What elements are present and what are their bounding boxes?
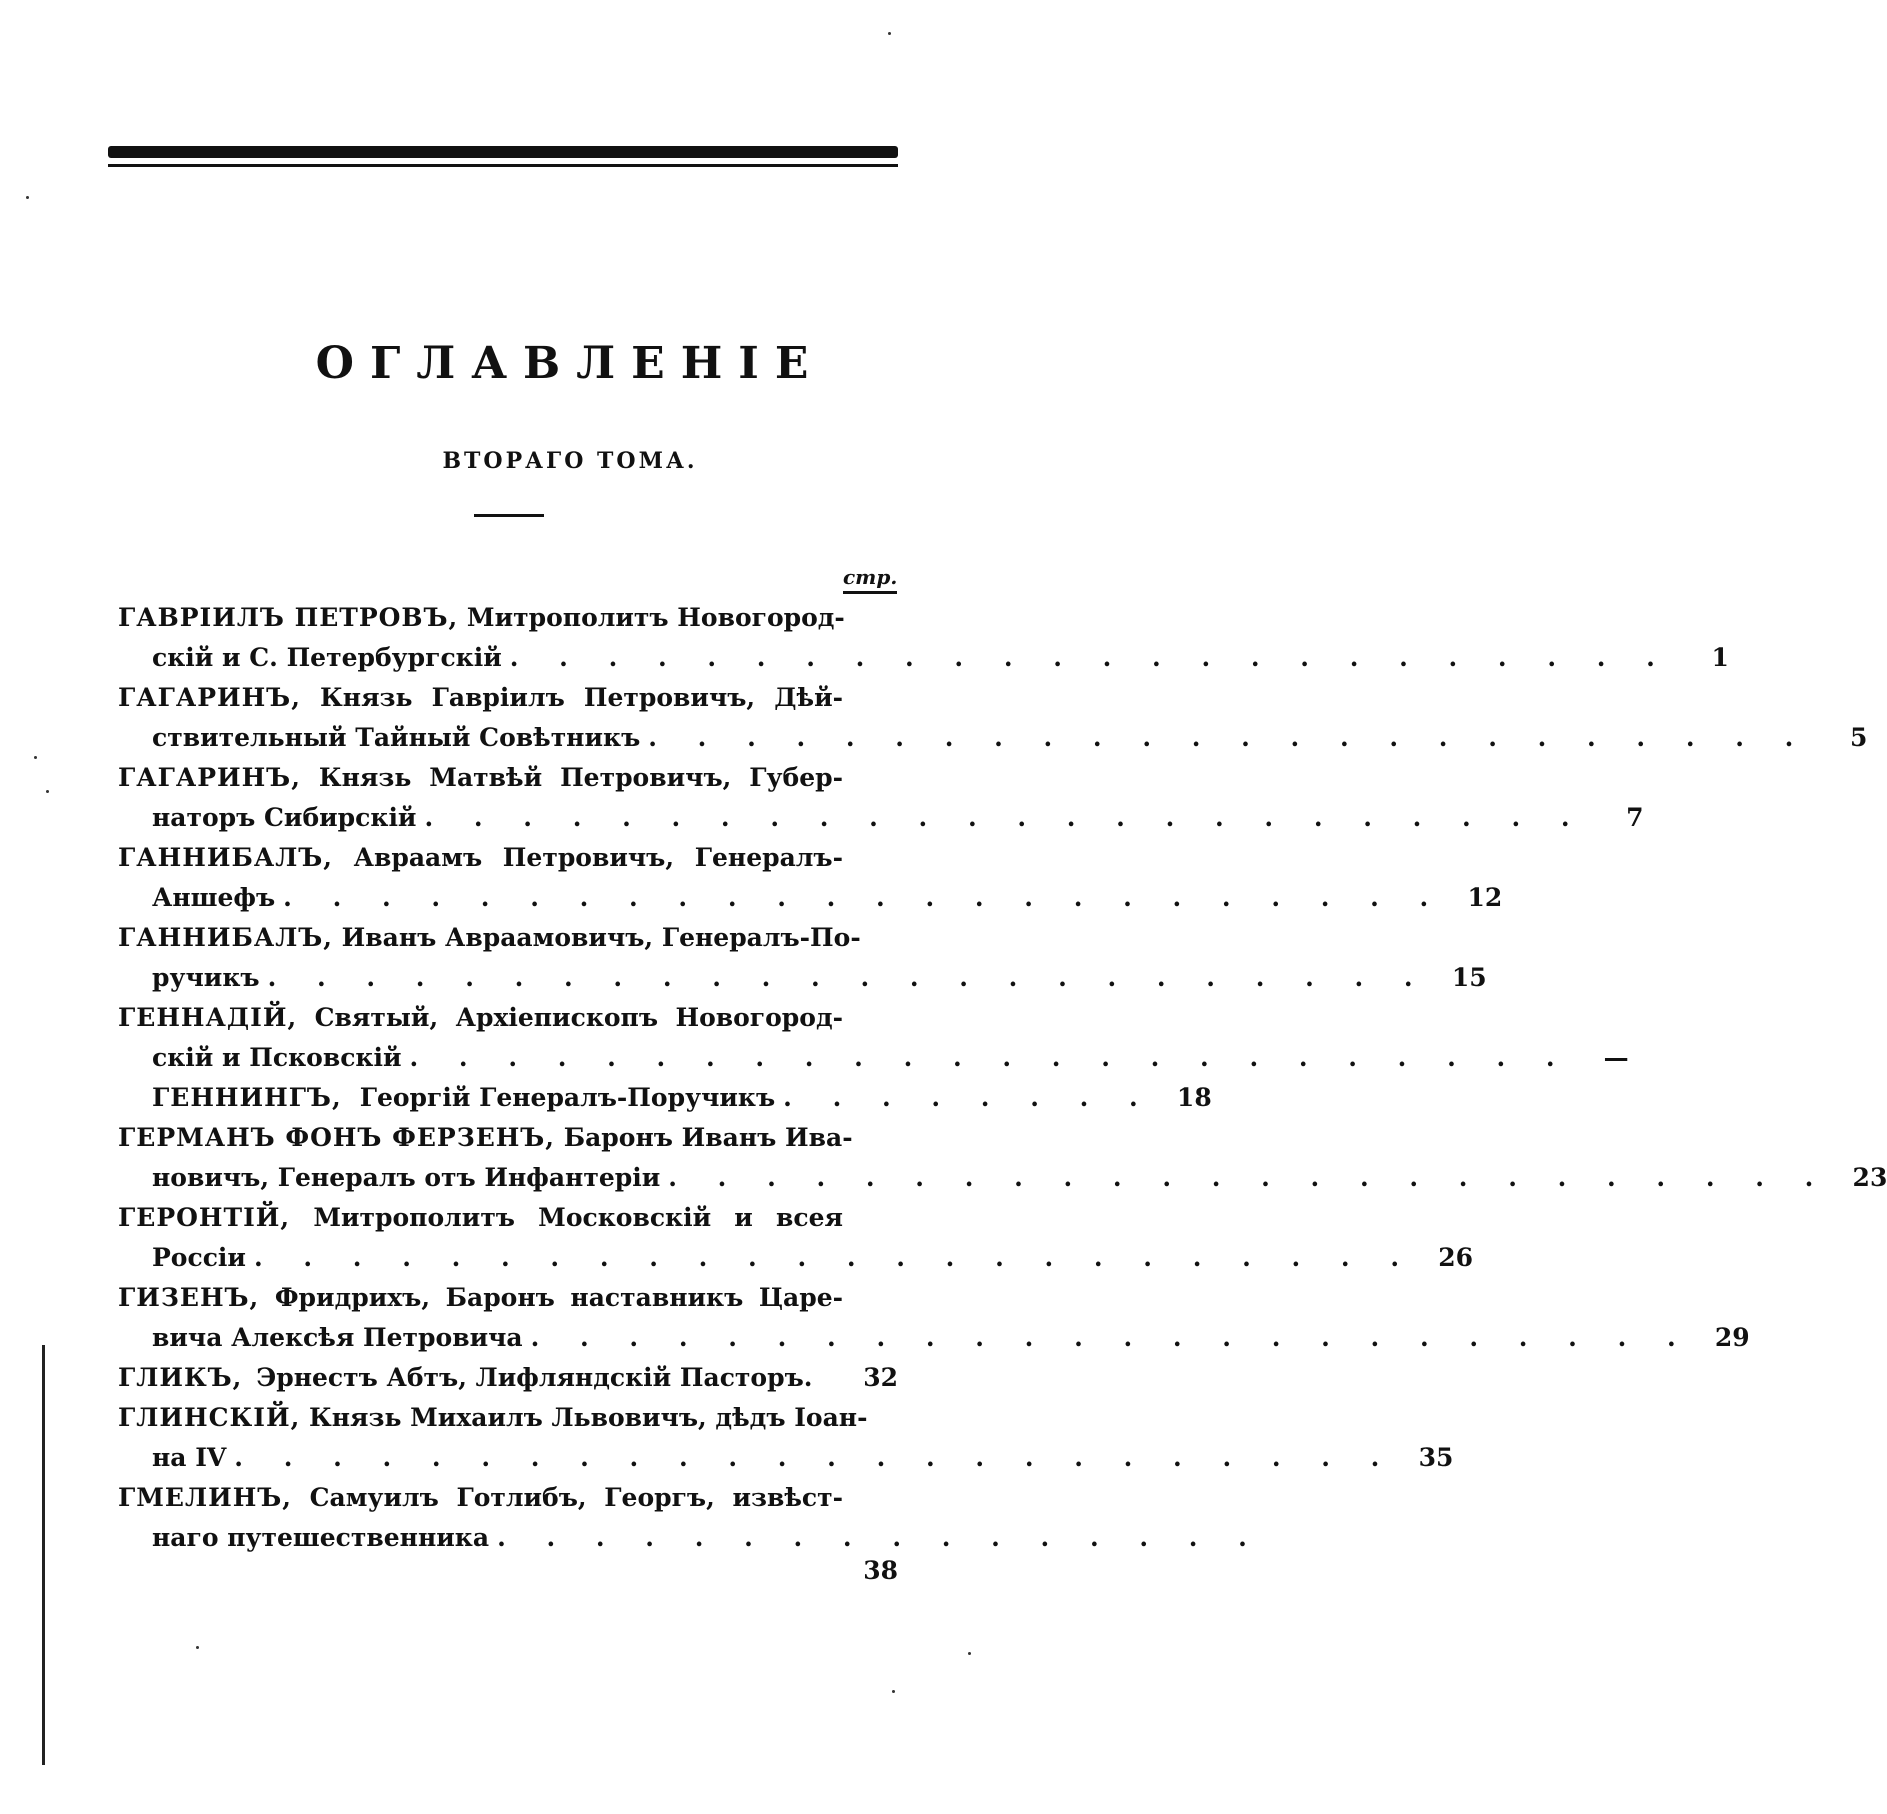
toc-entry-continuation: вича Алексѣя Петровича (152, 1323, 523, 1352)
dot-leader: . . . . . . . . . . . . . . . . . . . . . . . . (283, 883, 1445, 912)
toc-entry-name: ГАННИБАЛЪ, (118, 843, 333, 872)
toc-entry-name: ГЕННИНГЪ, (152, 1083, 342, 1112)
toc-entry-name: ГМЕЛИНЪ, (118, 1483, 292, 1512)
toc-entry-continuation-line (118, 1038, 1629, 1078)
toc-entry-page: 15 (1451, 963, 1487, 992)
dot-leader: . . . . . . . . . . . . . . . . . . . . . . . . (530, 1323, 1692, 1352)
toc-entry (118, 1118, 1887, 1198)
toc-entry (118, 1358, 898, 1398)
toc-entry-description: Митрополитъ Новогород- (466, 603, 845, 632)
toc-entry-continuation-line (118, 1238, 1474, 1278)
toc-entry-description: Самуилъ Готлибъ, Георгъ, извѣст- (309, 1483, 843, 1512)
toc-entry (118, 1198, 1474, 1278)
toc-entry-description: Святый, Архіепископъ Новогород- (314, 1003, 843, 1032)
toc-entry-name: ГАННИБАЛЪ, (118, 923, 333, 952)
toc-entry-continuation-line (118, 878, 1503, 918)
dot-leader: . . . . . . . . . . . . . . . . . . . . . . . . (648, 723, 1810, 752)
toc-entry-continuation: Россіи (152, 1243, 246, 1272)
toc-entry-name: ГАГАРИНЪ, (118, 763, 301, 792)
header-rule-thick (108, 146, 898, 158)
toc-entry-continuation: ствительный Тайный Совѣтникъ (152, 723, 641, 752)
toc-entry-page: 1 (1711, 643, 1729, 672)
page-subtitle: ВТОРАГО ТОМА. (442, 448, 698, 474)
toc-entry-single-line (118, 1358, 898, 1398)
dot-leader: . . . . . . . . . . . . . . . . . . . . . . . . (253, 1243, 1416, 1272)
toc-entry-continuation-line (118, 718, 1868, 758)
toc-entry-continuation-line (118, 1318, 1750, 1358)
dot-leader: . . . . . . . . . . . . . . . . . . . . . . . . (234, 1443, 1396, 1472)
header-rule-thin (108, 164, 898, 167)
toc-entry-description: Фридрихъ, Баронъ наставникъ Царе- (274, 1283, 843, 1312)
toc-entry (118, 838, 1503, 918)
dot-leader: . . . . . . . . . . . . . . . . . . . . . . . . (509, 643, 1671, 672)
toc-entry (118, 918, 1487, 998)
toc-entry-name: ГАГАРИНЪ, (118, 683, 301, 712)
toc-entry-name: ГЛИКЪ, (118, 1363, 243, 1392)
toc-entry-continuation: наго путешественника (152, 1523, 490, 1552)
toc-entry (118, 998, 1629, 1078)
toc-entry (118, 1478, 1263, 1558)
toc-entry-continuation: наторъ Сибирскій (152, 803, 417, 832)
dot-leader: . . . . . . . . (783, 1083, 1154, 1112)
toc-entry-description: Митрополитъ Московскій и всея (313, 1203, 843, 1232)
table-of-contents (118, 598, 1887, 1558)
toc-entry-name: ГИЗЕНЪ, (118, 1283, 260, 1312)
margin-shadow-line (42, 1345, 45, 1765)
toc-entry-continuation-line (118, 798, 1644, 838)
toc-entry-page: — (1603, 1043, 1629, 1072)
paper-speck (892, 1690, 895, 1693)
dot-leader: . . . . . . . . . . . . . . . . . . . . . . . . (424, 803, 1586, 832)
toc-entry-description: Авраамъ Петровичъ, Генералъ- (353, 843, 843, 872)
toc-entry-page: 7 (1626, 803, 1644, 832)
toc-entry-description: Георгій Генералъ-Поручикъ (359, 1083, 776, 1112)
toc-entry-description: Эрнестъ Абтъ, Лифляндскій Пасторъ. (256, 1363, 813, 1392)
toc-entry-heading-line (118, 1198, 843, 1238)
dot-leader: . . . . . . . . . . . . . . . . . . . . . . . . (267, 963, 1429, 992)
dot-leader: . . . . . . . . . . . . . . . . (497, 1523, 1263, 1552)
toc-entry-continuation: новичъ, Генералъ отъ Инфантеріи (152, 1163, 661, 1192)
toc-entry-page-last: 38 (863, 1556, 898, 1585)
toc-entry-heading-line (118, 598, 843, 638)
toc-entry-continuation: скій и С. Петербургскій (152, 643, 502, 672)
header-double-rule (108, 146, 898, 167)
toc-entry (118, 598, 1729, 678)
toc-entry-continuation: Аншефъ (152, 883, 276, 912)
paper-speck (196, 1646, 199, 1649)
toc-entry-continuation-line (118, 958, 1487, 998)
toc-entry-page: 26 (1438, 1243, 1474, 1272)
toc-entry-heading-line (118, 1118, 853, 1158)
paper-speck (46, 790, 49, 793)
page-column-label: стр. (843, 565, 897, 594)
toc-entry-continuation-line (118, 1438, 1454, 1478)
toc-entry-heading-line (118, 1278, 843, 1318)
paper-speck (26, 196, 29, 199)
toc-entry-continuation-line (118, 638, 1729, 678)
toc-entry-page: 23 (1852, 1163, 1887, 1192)
toc-entry (118, 1078, 1212, 1118)
toc-entry-description: Князь Матвѣй Петровичъ, Губер- (318, 763, 843, 792)
toc-entry-name: ГЕРОНТІЙ, (118, 1203, 291, 1232)
toc-entry-page: 5 (1849, 723, 1868, 752)
toc-entry-continuation: ручикъ (152, 963, 260, 992)
toc-entry-continuation-line (118, 1518, 1263, 1558)
toc-entry-name: ГЕРМАНЪ ФОНЪ ФЕРЗЕНЪ, (118, 1123, 556, 1152)
toc-entry-heading-line (118, 758, 843, 798)
toc-entry-heading-line (118, 1478, 843, 1518)
toc-entry-continuation-line (118, 1158, 1887, 1198)
toc-entry-description: Баронъ Иванъ Ива- (563, 1123, 853, 1152)
toc-entry (118, 678, 1868, 758)
paper-speck (34, 756, 37, 759)
toc-entry-description: Иванъ Авраамовичъ, Генералъ-По- (341, 923, 861, 952)
toc-entry-heading-line (118, 678, 843, 718)
toc-entry-description: Князь Гавріилъ Петровичъ, Дѣй- (320, 683, 843, 712)
toc-entry-name: ГАВРІИЛЪ ПЕТРОВЪ, (118, 603, 459, 632)
dot-leader: . . . . . . . . . . . . . . . . . . . . . . . . (409, 1043, 1571, 1072)
paper-speck (888, 32, 891, 35)
toc-entry (118, 758, 1644, 838)
toc-entry-page: 12 (1467, 883, 1503, 912)
toc-entry-name: ГЛИНСКІЙ, (118, 1403, 301, 1432)
toc-entry-heading-line (118, 838, 843, 878)
toc-entry-single-line (118, 1078, 1212, 1118)
toc-entry-description: Князь Михаилъ Львовичъ, дѣдъ Іоан- (309, 1403, 868, 1432)
page-title: ОГЛАВЛЕНІЕ (315, 338, 825, 389)
toc-entry-heading-line (118, 1398, 868, 1438)
toc-entry (118, 1278, 1750, 1358)
toc-entry-page: 18 (1176, 1083, 1212, 1112)
toc-entry-page: 32 (863, 1363, 898, 1392)
toc-entry-continuation: скій и Псковскій (152, 1043, 402, 1072)
toc-entry-page: 29 (1714, 1323, 1750, 1352)
toc-entry-name: ГЕННАДІЙ, (118, 1003, 298, 1032)
paper-speck (968, 1652, 971, 1655)
toc-entry-page: 35 (1418, 1443, 1454, 1472)
toc-entry (118, 1398, 1454, 1478)
toc-entry-heading-line (118, 918, 861, 958)
title-divider (474, 514, 544, 517)
toc-entry-heading-line (118, 998, 843, 1038)
toc-entry-continuation: на IV (152, 1443, 227, 1472)
dot-leader: . . . . . . . . . . . . . . . . . . . . . . . . (668, 1163, 1830, 1192)
